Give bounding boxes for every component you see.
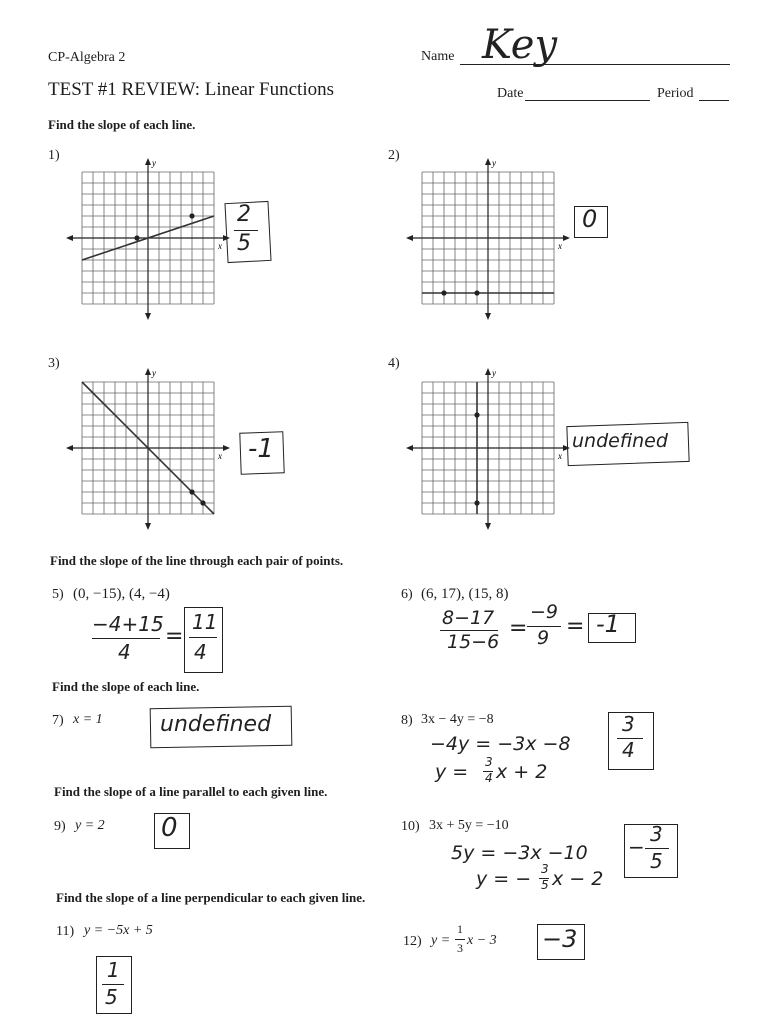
problem-10-question: 3x + 5y = −10 (429, 818, 509, 833)
graph-3-y-arrow-up (145, 368, 151, 375)
section-heading-4: Find the slope of a line parallel to each given line. (54, 784, 328, 799)
problem-8-work-1: −4y = −3x −8 (430, 733, 571, 755)
section-heading-5: Find the slope of a line perpendicular to each given line. (56, 890, 366, 905)
answer-10-numerator: 3 (650, 822, 663, 846)
graph-2-y-arrow-up (485, 158, 491, 165)
answer-6-value: -1 (596, 610, 620, 638)
graph-3-y-arrow-down (145, 523, 151, 530)
problem-9-number: 9) (54, 819, 66, 834)
problem-6-mid-numerator: −9 (530, 601, 559, 623)
graph-4-x-arrow-left (406, 445, 413, 451)
problem-2-number: 2) (388, 148, 400, 163)
problem-12-question-post: x − 3 (467, 933, 497, 948)
graph-1-point-1 (134, 235, 139, 240)
problem-10-work-2-pre: y = − (476, 868, 532, 890)
graph-2-y-arrow-down (485, 313, 491, 320)
problem-10-work-2-num: 3 (541, 862, 549, 876)
answer-10-sign: − (628, 835, 645, 859)
answer-5-denominator: 4 (194, 640, 207, 664)
graph-1-x-arrow-left (66, 235, 73, 241)
problem-5-work-numerator: −4+15 (92, 612, 164, 636)
problem-8-question: 3x − 4y = −8 (421, 712, 494, 727)
section-heading-3: Find the slope of each line. (52, 679, 200, 694)
graph-2-x-arrow-right (563, 235, 570, 241)
period-label: Period (657, 86, 694, 101)
problem-10-work-1: 5y = −3x −10 (451, 842, 588, 864)
answer-1-numerator: 2 (237, 202, 251, 227)
answer-7-value: undefined (160, 712, 272, 737)
problem-6-question: (6, 17), (15, 8) (421, 586, 509, 602)
answer-8-numerator: 3 (622, 712, 635, 736)
graph-2-point-2 (474, 290, 479, 295)
problem-8-work-2-num: 3 (485, 755, 493, 769)
graph-4-point-2 (474, 500, 479, 505)
problem-8-work-2-post: x + 2 (496, 761, 548, 783)
course-label: CP-Algebra 2 (48, 50, 126, 65)
section-heading-2: Find the slope of the line through each pair of points. (50, 553, 344, 568)
graph-4-point-1 (474, 412, 479, 417)
problem-8-work-2-pre: y = (435, 761, 469, 783)
graph-4-y-arrow-up (485, 368, 491, 375)
answer-12-value: −3 (542, 925, 578, 953)
graph-1-y-label: y (152, 158, 156, 168)
graph-1-y-arrow-up (145, 158, 151, 165)
problem-6-work-numerator: 8−17 (442, 607, 495, 629)
problem-12-question-bar (455, 939, 465, 940)
answer-4-value: undefined (572, 430, 668, 452)
problem-10-work-2-den: 5 (541, 878, 549, 892)
problem-8-number: 8) (401, 713, 413, 728)
graph-2-y-label: y (492, 158, 496, 168)
problem-3-number: 3) (48, 356, 60, 371)
problem-11-number: 11) (56, 924, 75, 939)
problem-5-work-bar (92, 638, 160, 639)
problem-6-number: 6) (401, 587, 413, 602)
date-label: Date (497, 86, 524, 101)
graph-4-y-label: y (492, 368, 496, 378)
graph-2-point-1 (441, 290, 446, 295)
section-heading-1: Find the slope of each line. (48, 117, 196, 132)
problem-11-question: y = −5x + 5 (84, 923, 153, 938)
graph-1-y-arrow-down (145, 313, 151, 320)
problem-10-number: 10) (401, 819, 420, 834)
problem-8-work-2-den: 4 (485, 771, 493, 785)
graph-3-point-1 (189, 489, 194, 494)
answer-11-numerator: 1 (107, 958, 120, 982)
problem-6-work-denominator: 15−6 (447, 631, 500, 653)
graph-3-x-label: x (218, 451, 222, 461)
problem-5-equals: = (165, 624, 184, 649)
answer-3-value: -1 (248, 434, 274, 464)
problem-12-question-pre: y = (431, 933, 451, 948)
problem-6-equals-1: = (509, 616, 528, 641)
graph-3-x-arrow-left (66, 445, 73, 451)
name-value: Key (482, 22, 558, 68)
problem-12-question-den: 3 (457, 941, 463, 955)
answer-5-fraction-bar (189, 637, 217, 638)
graph-2-x-label: x (558, 241, 562, 251)
graph-4-x-label: x (558, 451, 562, 461)
answer-10-denominator: 5 (650, 849, 663, 873)
graph-4-y-arrow-down (485, 523, 491, 530)
answer-1-denominator: 5 (237, 231, 251, 256)
problem-10-work-2-post: x − 2 (552, 868, 604, 890)
answer-5-numerator: 11 (192, 610, 218, 634)
answer-8-denominator: 4 (622, 738, 635, 762)
graph-3-y-label: y (152, 368, 156, 378)
problem-4-number: 4) (388, 356, 400, 371)
problem-12-number: 12) (403, 934, 422, 949)
problem-5-question: (0, −15), (4, −4) (73, 586, 170, 602)
graph-1-point-2 (189, 213, 194, 218)
answer-9-value: 0 (161, 813, 178, 843)
name-label: Name (421, 49, 455, 64)
problem-5-number: 5) (52, 587, 64, 602)
problem-6-equals-2: = (566, 614, 585, 639)
page-title: TEST #1 REVIEW: Linear Functions (48, 79, 335, 100)
graph-2-x-arrow-left (406, 235, 413, 241)
answer-11-denominator: 5 (105, 985, 118, 1009)
graph-3-point-2 (200, 500, 205, 505)
problem-9-question: y = 2 (75, 818, 105, 833)
problem-12-question-num: 1 (457, 922, 463, 936)
graph-1-x-label: x (218, 241, 222, 251)
problem-7-question: x = 1 (73, 712, 103, 727)
problem-1-number: 1) (48, 148, 60, 163)
problem-7-number: 7) (52, 713, 64, 728)
answer-2-value: 0 (582, 205, 598, 233)
graph-3-x-arrow-right (223, 445, 230, 451)
problem-5-work-denominator: 4 (118, 640, 131, 664)
problem-6-mid-denominator: 9 (537, 627, 550, 649)
